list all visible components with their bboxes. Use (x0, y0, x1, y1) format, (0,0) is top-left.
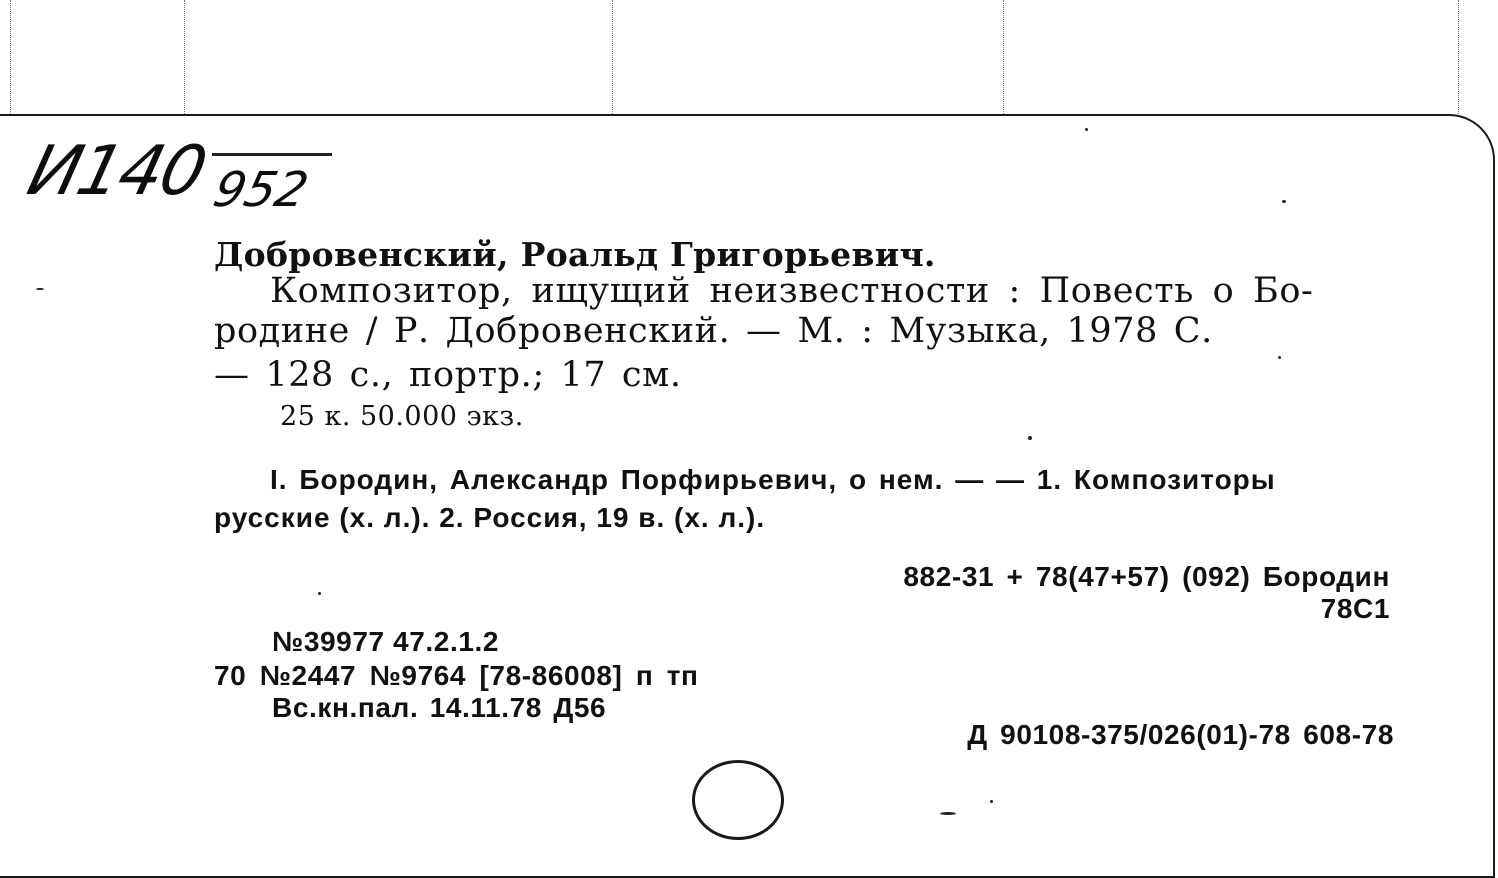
scan-speck (36, 288, 44, 290)
binder-line (1458, 0, 1459, 118)
binder-line (1003, 0, 1004, 118)
subject-line: русские (х. л.). 2. Россия, 19 в. (х. л.). (214, 502, 766, 533)
registration-line: №39977 47.2.1.2 (272, 626, 500, 657)
scan-speck (1278, 356, 1281, 359)
handwritten-shelf-mark: И140 (20, 132, 213, 211)
title-line: родине / Р. Добровенский. — М. : Музыка, 1978 С. (214, 311, 1213, 351)
handwritten-number: 952 (208, 162, 314, 218)
registration-line: 70 №2447 №9764 [78-86008] п тп (214, 660, 699, 691)
physical-description-line: — 128 с., портр.; 17 см. (214, 355, 682, 395)
binder-line (184, 0, 185, 118)
scan-speck (318, 592, 321, 595)
author-heading: Добровенский, Роальд Григорьевич. (214, 235, 936, 274)
scan-speck (1028, 436, 1032, 440)
catalog-code: Д 90108-375/026(01)-78 608-78 (967, 719, 1394, 750)
udc-index: 882-31 + 78(47+57) (092) Бородин (903, 561, 1390, 592)
scan-speck (990, 800, 993, 803)
book-chamber-line: Вс.кн.пал. 14.11.78 Д56 (272, 692, 607, 723)
bbk-index: 78С1 (1320, 593, 1390, 624)
scan-speck (940, 812, 956, 815)
punch-hole-circle (692, 760, 784, 840)
price-and-print-run: 25 к. 50.000 экз. (280, 401, 524, 432)
scan-speck (1282, 200, 1286, 203)
title-line: Композитор, ищущий неизвестности : Повесть о Бо- (270, 271, 1314, 311)
binder-line (612, 0, 613, 118)
handwritten-overline (212, 153, 332, 156)
subject-line: I. Бородин, Александр Порфирьевич, о нем. — — 1. Композиторы (270, 464, 1276, 495)
binder-line (10, 0, 11, 118)
scan-speck (1085, 128, 1088, 131)
